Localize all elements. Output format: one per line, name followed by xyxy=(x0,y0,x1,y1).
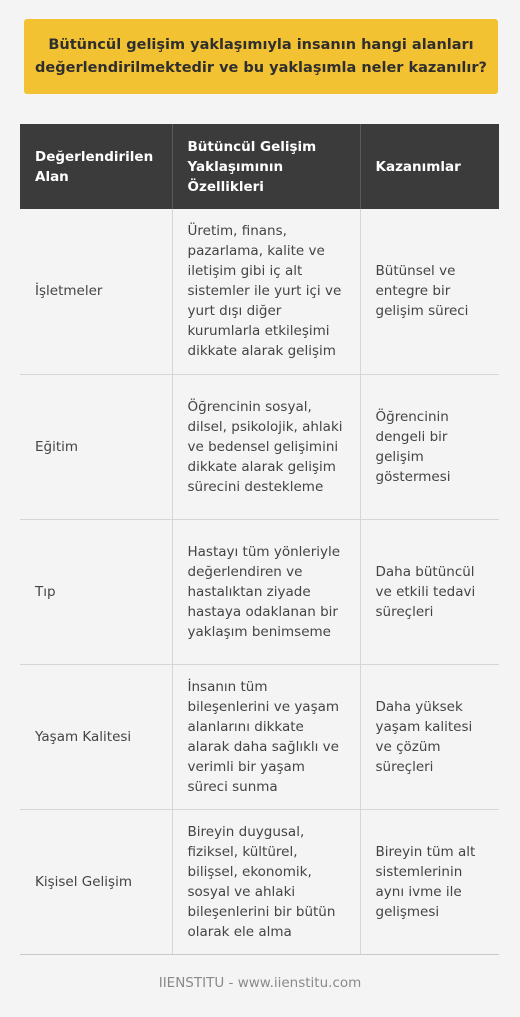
comparison-table xyxy=(20,124,499,955)
cell-features: Bireyin duygusal, fiziksel, kültürel, bilişsel, ekonomik, sosyal ve ahlaki bileşenlerini bir bütün olarak ele alma xyxy=(172,809,360,954)
cell-gains: Öğrencinin dengeli bir gelişim göstermesi xyxy=(360,374,499,519)
cell-area: İşletmeler xyxy=(20,209,172,374)
column-header-features: Bütüncül Gelişim Yaklaşımının Özellikleri xyxy=(172,124,360,209)
title-banner xyxy=(24,19,498,94)
table-row xyxy=(20,374,499,519)
cell-features: Üretim, finans, pazarlama, kalite ve iletişim gibi iç alt sistemler ile yurt içi ve yurt dışı diğer kurumlarla etkileşimi dikkate alarak gelişim xyxy=(172,209,360,374)
table-row xyxy=(20,209,499,374)
table-row xyxy=(20,519,499,664)
table-row xyxy=(20,664,499,809)
cell-area: Yaşam Kalitesi xyxy=(20,664,172,809)
column-header-gains: Kazanımlar xyxy=(360,124,499,209)
cell-features: Hastayı tüm yönleriyle değerlendiren ve hastalıktan ziyade hastaya odaklanan bir yaklaşım benimseme xyxy=(172,519,360,664)
table-row xyxy=(20,809,499,954)
cell-features: İnsanın tüm bileşenlerini ve yaşam alanlarını dikkate alarak daha sağlıklı ve verimli bir yaşam süreci sunma xyxy=(172,664,360,809)
cell-gains: Bireyin tüm alt sistemlerinin aynı ivme ile gelişmesi xyxy=(360,809,499,954)
cell-area: Tıp xyxy=(20,519,172,664)
cell-gains: Daha bütüncül ve etkili tedavi süreçleri xyxy=(360,519,499,664)
cell-area: Kişisel Gelişim xyxy=(20,809,172,954)
column-header-area: Değerlendirilen Alan xyxy=(20,124,172,209)
table-header-row xyxy=(20,124,499,209)
page-title: Bütüncül gelişim yaklaşımıyla insanın hangi alanları değerlendirilmektedir ve bu yaklaşımla neler kazanılır? xyxy=(35,36,487,76)
cell-gains: Daha yüksek yaşam kalitesi ve çözüm süreçleri xyxy=(360,664,499,809)
cell-area: Eğitim xyxy=(20,374,172,519)
cell-gains: Bütünsel ve entegre bir gelişim süreci xyxy=(360,209,499,374)
footer-credit: IIENSTITU - www.iienstitu.com xyxy=(158,975,362,991)
cell-features: Öğrencinin sosyal, dilsel, psikolojik, ahlaki ve bedensel gelişimini dikkate alarak gelişim sürecini destekleme xyxy=(172,374,360,519)
